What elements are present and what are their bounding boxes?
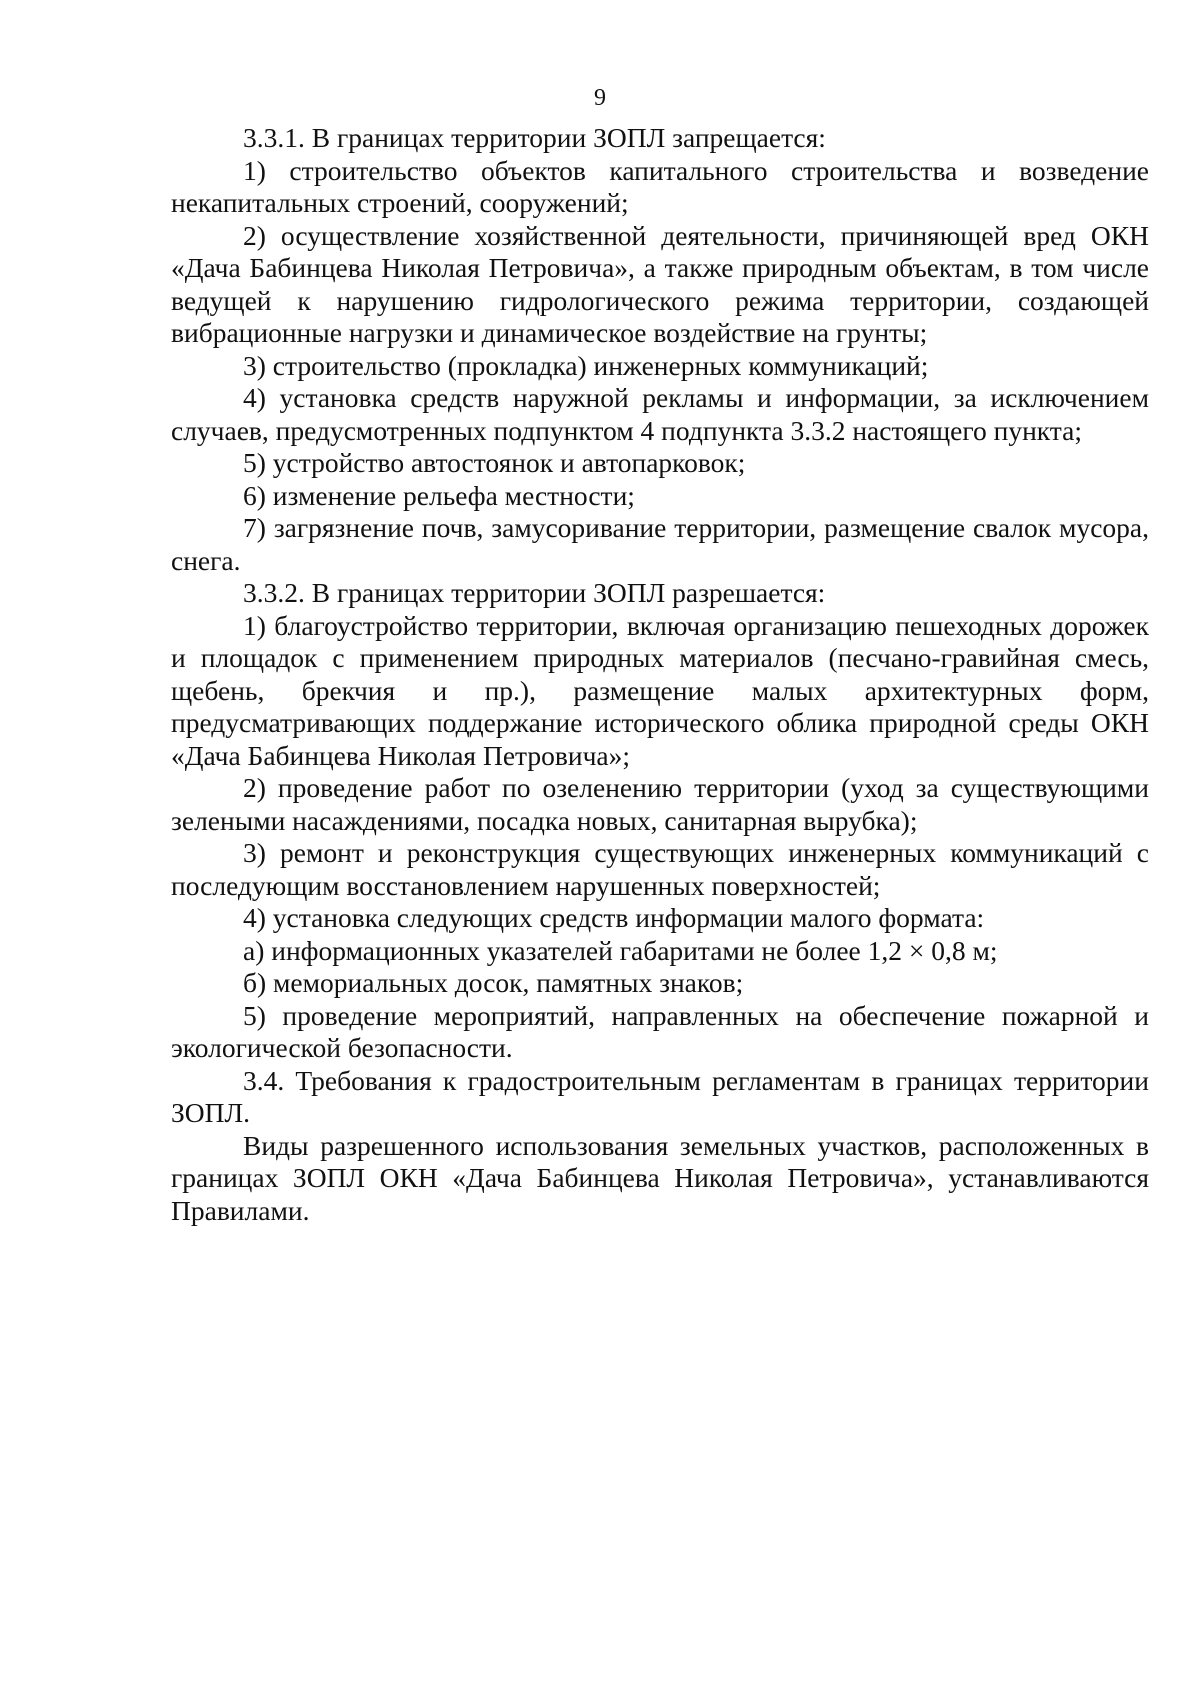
paragraph-3-4: 3.4. Требования к градостроительным регламентам в границах территории ЗОПЛ. bbox=[171, 1064, 1149, 1128]
paragraph-allowed-5: 5) проведение мероприятий, направленных на обеспечение пожарной и экологической безопасности. bbox=[171, 999, 1149, 1063]
paragraph-prohibited-5: 5) устройство автостоянок и автопарковок; bbox=[243, 447, 746, 478]
paragraph-allowed-4b: б) мемориальных досок, памятных знаков; bbox=[243, 967, 744, 998]
paragraph-land-use: Виды разрешенного использования земельных участков, расположенных в границах ЗОПЛ ОКН «Дача Бабинцева Николая Петровича», устанавливаются Правилами. bbox=[171, 1129, 1149, 1226]
paragraph-prohibited-2: 2) осуществление хозяйственной деятельности, причиняющей вред ОКН «Дача Бабинцева Николая Петровича», а также природным объектам, в том числе ведущей к нарушению гидрологического режима территории, создающей вибрационные нагрузки и динамическое воздействие на грунты; bbox=[171, 219, 1149, 348]
document-body bbox=[171, 122, 1149, 1227]
page-number: 9 bbox=[594, 85, 606, 111]
paragraph-allowed-2: 2) проведение работ по озеленению территории (уход за существующими зелеными насаждениями, посадка новых, санитарная вырубка); bbox=[171, 772, 1149, 836]
paragraph-prohibited-4: 4) установка средств наружной рекламы и информации, за исключением случаев, предусмотренных подпунктом 4 подпункта 3.3.2 настоящего пункта; bbox=[171, 382, 1149, 446]
paragraph-allowed-4: 4) установка следующих средств информации малого формата: bbox=[243, 902, 985, 933]
paragraph-allowed-3: 3) ремонт и реконструкция существующих инженерных коммуникаций с последующим восстановлением нарушенных поверхностей; bbox=[171, 837, 1149, 901]
paragraph-allowed-1: 1) благоустройство территории, включая организацию пешеходных дорожек и площадок с применением природных материалов (песчано-гравийная смесь, щебень, брекчия и пр.), размещение малых архитектурных форм, предусматривающих поддержание исторического облика природной среды ОКН «Дача Бабинцева Николая Петровича»; bbox=[171, 609, 1149, 771]
paragraph-3-3-2: 3.3.2. В границах территории ЗОПЛ разрешается: bbox=[243, 577, 826, 608]
paragraph-3-3-1: 3.3.1. В границах территории ЗОПЛ запрещается: bbox=[243, 122, 826, 153]
paragraph-prohibited-3: 3) строительство (прокладка) инженерных коммуникаций; bbox=[243, 349, 929, 381]
paragraph-allowed-4a: а) информационных указателей габаритами не более 1,2 × 0,8 м; bbox=[243, 934, 998, 966]
paragraph-prohibited-7: 7) загрязнение почв, замусоривание территории, размещение свалок мусора, снега. bbox=[171, 512, 1149, 576]
paragraph-prohibited-6: 6) изменение рельефа местности; bbox=[243, 479, 635, 511]
paragraph-prohibited-1: 1) строительство объектов капитального строительства и возведение некапитальных строений, сооружений; bbox=[171, 154, 1149, 218]
